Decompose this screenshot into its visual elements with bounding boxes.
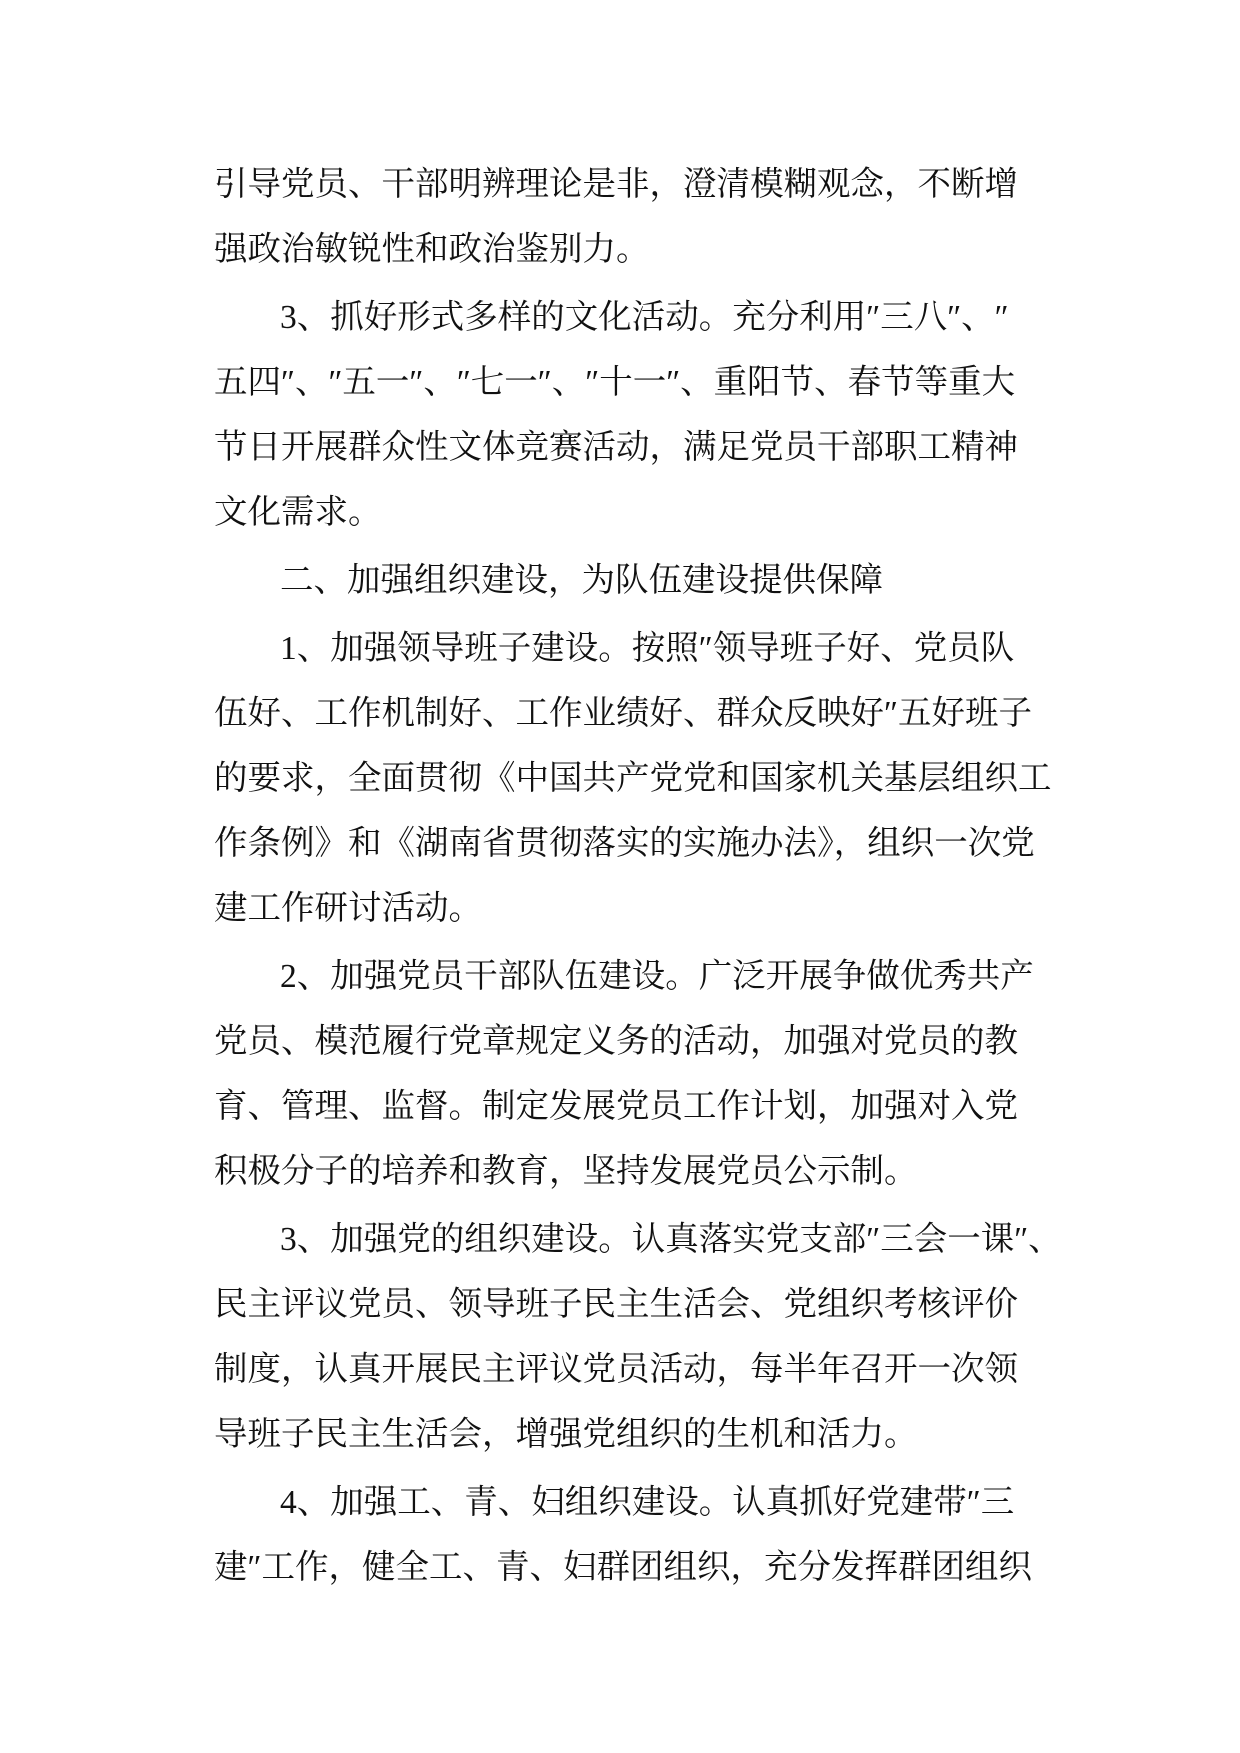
text-line: 作条例》和《湖南省贯彻落实的实施办法》，组织一次党: [214, 825, 1035, 862]
paragraph-mass-organizations: [214, 1470, 1044, 1600]
text-line: 引导党员、干部明辨理论是非，澄清模糊观念，不断增: [214, 166, 1018, 203]
text-line: 强政治敏锐性和政治鉴别力。: [214, 231, 650, 268]
text-line: 民主评议党员、领导班子民主生活会、党组织考核评价: [214, 1286, 1018, 1323]
text-line: 2、加强党员干部队伍建设。广泛开展争做优秀共产: [280, 958, 1034, 995]
text-line: 积极分子的培养和教育，坚持发展党员公示制。: [214, 1153, 918, 1190]
document-body: [214, 152, 1062, 1600]
paragraph-leadership: [214, 616, 1052, 941]
text-line: 文化需求。: [214, 494, 382, 531]
text-line: 建″工作，健全工、青、妇群团组织，充分发挥群团组织: [214, 1549, 1032, 1586]
text-line: 的要求，全面贯彻《中国共产党党和国家机关基层组织工: [214, 760, 1052, 797]
paragraph-cadre-team: [214, 944, 1044, 1204]
text-line: 4、加强工、青、妇组织建设。认真抓好党建带″三: [280, 1484, 1015, 1521]
text-line: 建工作研讨活动。: [214, 890, 482, 927]
text-line: 3、抓好形式多样的文化活动。充分利用″三八″、″: [280, 299, 1009, 336]
paragraph-continuation: [214, 152, 1044, 282]
text-line: 党员、模范履行党章规定义务的活动，加强对党员的教: [214, 1023, 1018, 1060]
text-line: 五四″、″五一″、″七一″、″十一″、重阳节、春节等重大: [214, 364, 1016, 401]
paragraph-party-organization: [214, 1207, 1062, 1467]
text-line: 节日开展群众性文体竞赛活动，满足党员干部职工精神: [214, 429, 1018, 466]
text-line: 导班子民主生活会，增强党组织的生机和活力。: [214, 1416, 918, 1453]
text-line: 制度，认真开展民主评议党员活动，每半年召开一次领: [214, 1351, 1018, 1388]
text-line: 3、加强党的组织建设。认真落实党支部″三会一课″、: [280, 1221, 1062, 1258]
text-line: 伍好、工作机制好、工作业绩好、群众反映好″五好班子: [214, 695, 1032, 732]
text-line: 育、管理、监督。制定发展党员工作计划，加强对入党: [214, 1088, 1018, 1125]
text-line: 1、加强领导班子建设。按照″领导班子好、党员队: [280, 630, 1015, 667]
heading-line: 二、加强组织建设，为队伍建设提供保障: [280, 562, 883, 599]
section-heading: [214, 548, 1044, 613]
paragraph-cultural-activities: [214, 285, 1044, 545]
